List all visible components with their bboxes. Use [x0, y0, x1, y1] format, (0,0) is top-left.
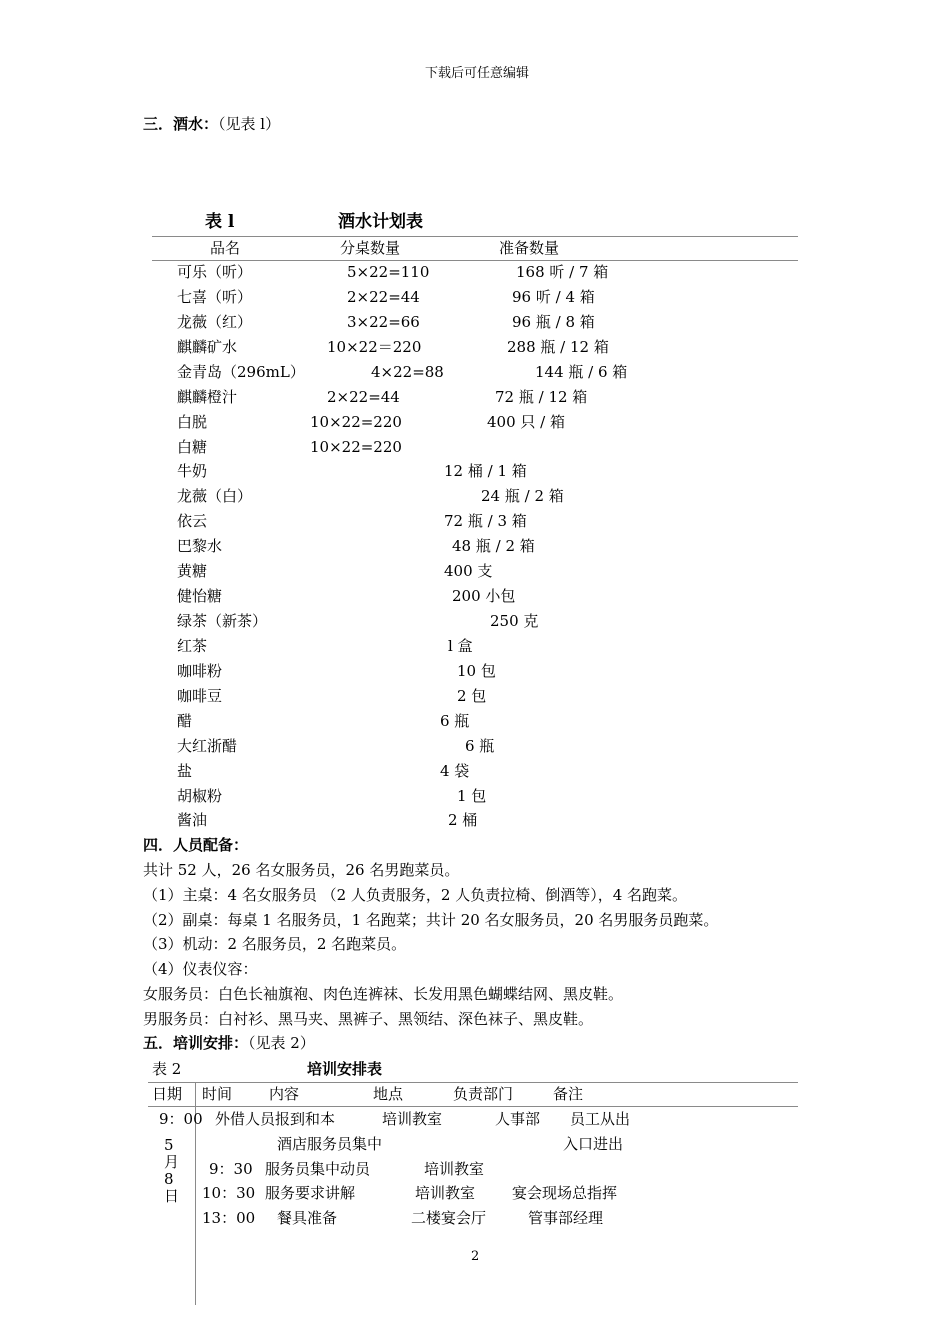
table-1-item-prepare: 48 瓶 / 2 箱: [452, 537, 535, 556]
section-3-heading: [143, 117, 280, 132]
table-1-item-prepare: 6 瓶: [440, 711, 470, 730]
table-1-col-name: 品名: [210, 239, 241, 257]
table-2-col-note: 备注: [553, 1085, 584, 1103]
table-2-row-content: 服务员集中动员: [265, 1159, 371, 1178]
table-1-item-prepare: 12 桶 / 1 箱: [444, 462, 527, 481]
table-1-item-prepare: 72 瓶 / 12 箱: [495, 387, 588, 406]
table-1-item-prepare: 96 听 / 4 箱: [512, 287, 595, 306]
section-3-title: 三．酒水：: [143, 115, 219, 133]
table-2-col-date: 日期: [152, 1085, 183, 1103]
table-2-row-time: 10：30: [202, 1184, 256, 1203]
table-1-item-name: 巴黎水: [177, 537, 223, 556]
table-1-item-name: 咖啡粉: [177, 661, 223, 680]
table-2-header-rule: [148, 1106, 798, 1107]
table-2-row-dept: 宴会现场总指挥: [512, 1184, 618, 1203]
table-1-item-per-table: 2×22=44: [347, 287, 420, 306]
table-2-row-time: 9：00: [159, 1110, 203, 1128]
table-2-row-time: 9：30: [209, 1159, 253, 1178]
table-2-row-content: 服务要求讲解: [265, 1184, 356, 1203]
table-1-item-name: 咖啡豆: [177, 686, 223, 705]
table-2-row-note: 入口进出: [563, 1134, 624, 1153]
table-1-item-name: 健怡糖: [177, 587, 223, 606]
table-2-date-char: 8: [164, 1170, 174, 1188]
table-1-item-name: 牛奶: [177, 462, 208, 481]
section-4-title: 四．人员配备：: [143, 836, 249, 854]
table-1-item-name: 七喜（听）: [177, 287, 253, 306]
table-1-item-prepare: 400 只 / 箱: [487, 412, 565, 431]
table-1-col-prepare: 准备数量: [499, 239, 560, 257]
table-1-item-prepare: 200 小包: [452, 587, 516, 606]
table-1-item-prepare: 2 包: [457, 686, 487, 705]
table-1-item-prepare: 72 瓶 / 3 箱: [444, 512, 527, 531]
table-1-item-per-table: 10×22=220: [310, 412, 402, 431]
table-2-row-content: 外借人员报到和本: [215, 1110, 336, 1128]
table-1-item-per-table: 10×22＝220: [327, 337, 422, 356]
section-3-note: （见表 l）: [218, 115, 281, 133]
table-2-col-time: 时间: [202, 1085, 233, 1103]
section-5-title: 五．培训安排：: [143, 1034, 249, 1052]
section-4-line: 共计 52 人，26 名女服务员，26 名男跑菜员。: [143, 861, 460, 879]
table-2-label: 表 2: [152, 1060, 182, 1078]
table-1-header-rule: [152, 260, 798, 261]
table-1-item-per-table: 2×22=44: [327, 387, 400, 406]
table-1-title: 酒水计划表: [338, 212, 423, 232]
table-2-row-content: 酒店服务员集中: [277, 1134, 383, 1153]
table-1-item-name: 白糖: [177, 437, 208, 456]
table-2-top-rule: [148, 1082, 798, 1083]
table-1-item-prepare: 24 瓶 / 2 箱: [481, 487, 564, 506]
section-4-line: （4）仪表仪容：: [143, 960, 258, 979]
table-1-item-name: 绿茶（新茶）: [177, 612, 268, 631]
table-1-item-prepare: 96 瓶 / 8 箱: [512, 312, 595, 331]
page-number: 2: [471, 1249, 480, 1264]
table-1-item-prepare: 168 听 / 7 箱: [516, 263, 609, 281]
table-2-row-time: 13：00: [202, 1209, 256, 1228]
table-1-item-name: 胡椒粉: [177, 786, 223, 805]
table-2-row-dept: 人事部: [495, 1110, 541, 1128]
table-1-label: 表 l: [205, 212, 235, 232]
table-1-item-name: 黄糖: [177, 562, 208, 581]
table-1-item-prepare: 10 包: [457, 661, 496, 680]
table-2-title: 培训安排表: [307, 1060, 383, 1078]
table-2-row-place: 培训教室: [415, 1184, 476, 1203]
table-2-row-dept: 管事部经理: [528, 1209, 604, 1228]
table-1-item-name: 麒麟矿水: [177, 337, 238, 356]
table-1-item-prepare: 1 包: [457, 786, 487, 805]
section-4-line: （2）副桌：每桌 1 名服务员，1 名跑菜；共计 20 名女服务员，20 名男服务员跑菜。: [143, 910, 719, 929]
table-2-row-place: 培训教室: [424, 1159, 485, 1178]
table-2-row-place: 培训教室: [382, 1110, 443, 1128]
section-4-line: 男服务员：白衬衫、黑马夹、黑裤子、黑领结、深色袜子、黑皮鞋。: [143, 1009, 594, 1028]
table-1-item-per-table: 4×22=88: [371, 362, 444, 381]
table-1-item-prepare: 288 瓶 / 12 箱: [507, 337, 609, 356]
table-1-item-name: 龙薇（白）: [177, 487, 253, 506]
table-1-item-prepare: 4 袋: [440, 761, 470, 780]
table-2-date-char: 月: [164, 1153, 180, 1171]
table-1-item-name: 白脱: [177, 412, 208, 431]
table-1-item-name: 麒麟橙汁: [177, 387, 238, 406]
table-1-item-name: 大红浙醋: [177, 736, 238, 755]
table-1-item-prepare: 6 瓶: [465, 736, 495, 755]
section-4-line: （1）主桌：4 名女服务员 （2 人负责服务，2 人负责拉椅、倒酒等），4 名跑菜。: [143, 885, 688, 904]
section-5-note: （见表 2）: [248, 1034, 315, 1052]
table-1-item-name: 红茶: [177, 636, 208, 655]
table-1-item-name: 依云: [177, 512, 208, 531]
table-1-item-prepare: 144 瓶 / 6 箱: [535, 362, 628, 381]
table-1-item-name: 可乐（听）: [177, 263, 253, 281]
table-1-item-name: 盐: [177, 761, 193, 780]
table-1-item-name: 醋: [177, 711, 193, 730]
table-1-item-prepare: 400 支: [444, 562, 493, 581]
table-1-item-name: 酱油: [177, 811, 208, 830]
page-header-note: 下载后可任意编辑: [425, 66, 530, 81]
table-1-top-rule: [152, 236, 798, 237]
table-1-item-prepare: 250 克: [490, 612, 539, 631]
table-2-col-content: 内容: [269, 1085, 300, 1103]
table-2-col-dept: 负责部门: [453, 1085, 514, 1103]
table-2-date-char: 5: [164, 1136, 174, 1154]
table-1-item-name: 龙薇（红）: [177, 312, 253, 331]
table-1-item-per-table: 10×22=220: [310, 437, 402, 456]
table-2-row-content: 餐具准备: [277, 1209, 338, 1228]
table-2-row-place: 二楼宴会厅: [411, 1209, 487, 1228]
table-1-item-prepare: l 盒: [448, 636, 473, 655]
table-1-item-prepare: 2 桶: [448, 811, 478, 830]
table-1-col-per-table: 分桌数量: [340, 239, 401, 257]
table-2-date-char: 日: [164, 1187, 180, 1205]
table-2-row-note: 员工从出: [570, 1110, 631, 1128]
table-1-item-name: 金青岛（296mL）: [177, 362, 305, 381]
table-1-item-per-table: 5×22=110: [347, 263, 430, 281]
table-2-col-place: 地点: [373, 1085, 404, 1103]
section-4-line: 女服务员：白色长袖旗袍、肉色连裤袜、长发用黑色蝴蝶结网、黑皮鞋。: [143, 985, 624, 1003]
table-1-item-per-table: 3×22=66: [347, 312, 420, 331]
section-4-line: （3）机动：2 名服务员，2 名跑菜员。: [143, 935, 407, 954]
section-5-heading: [143, 1036, 315, 1051]
